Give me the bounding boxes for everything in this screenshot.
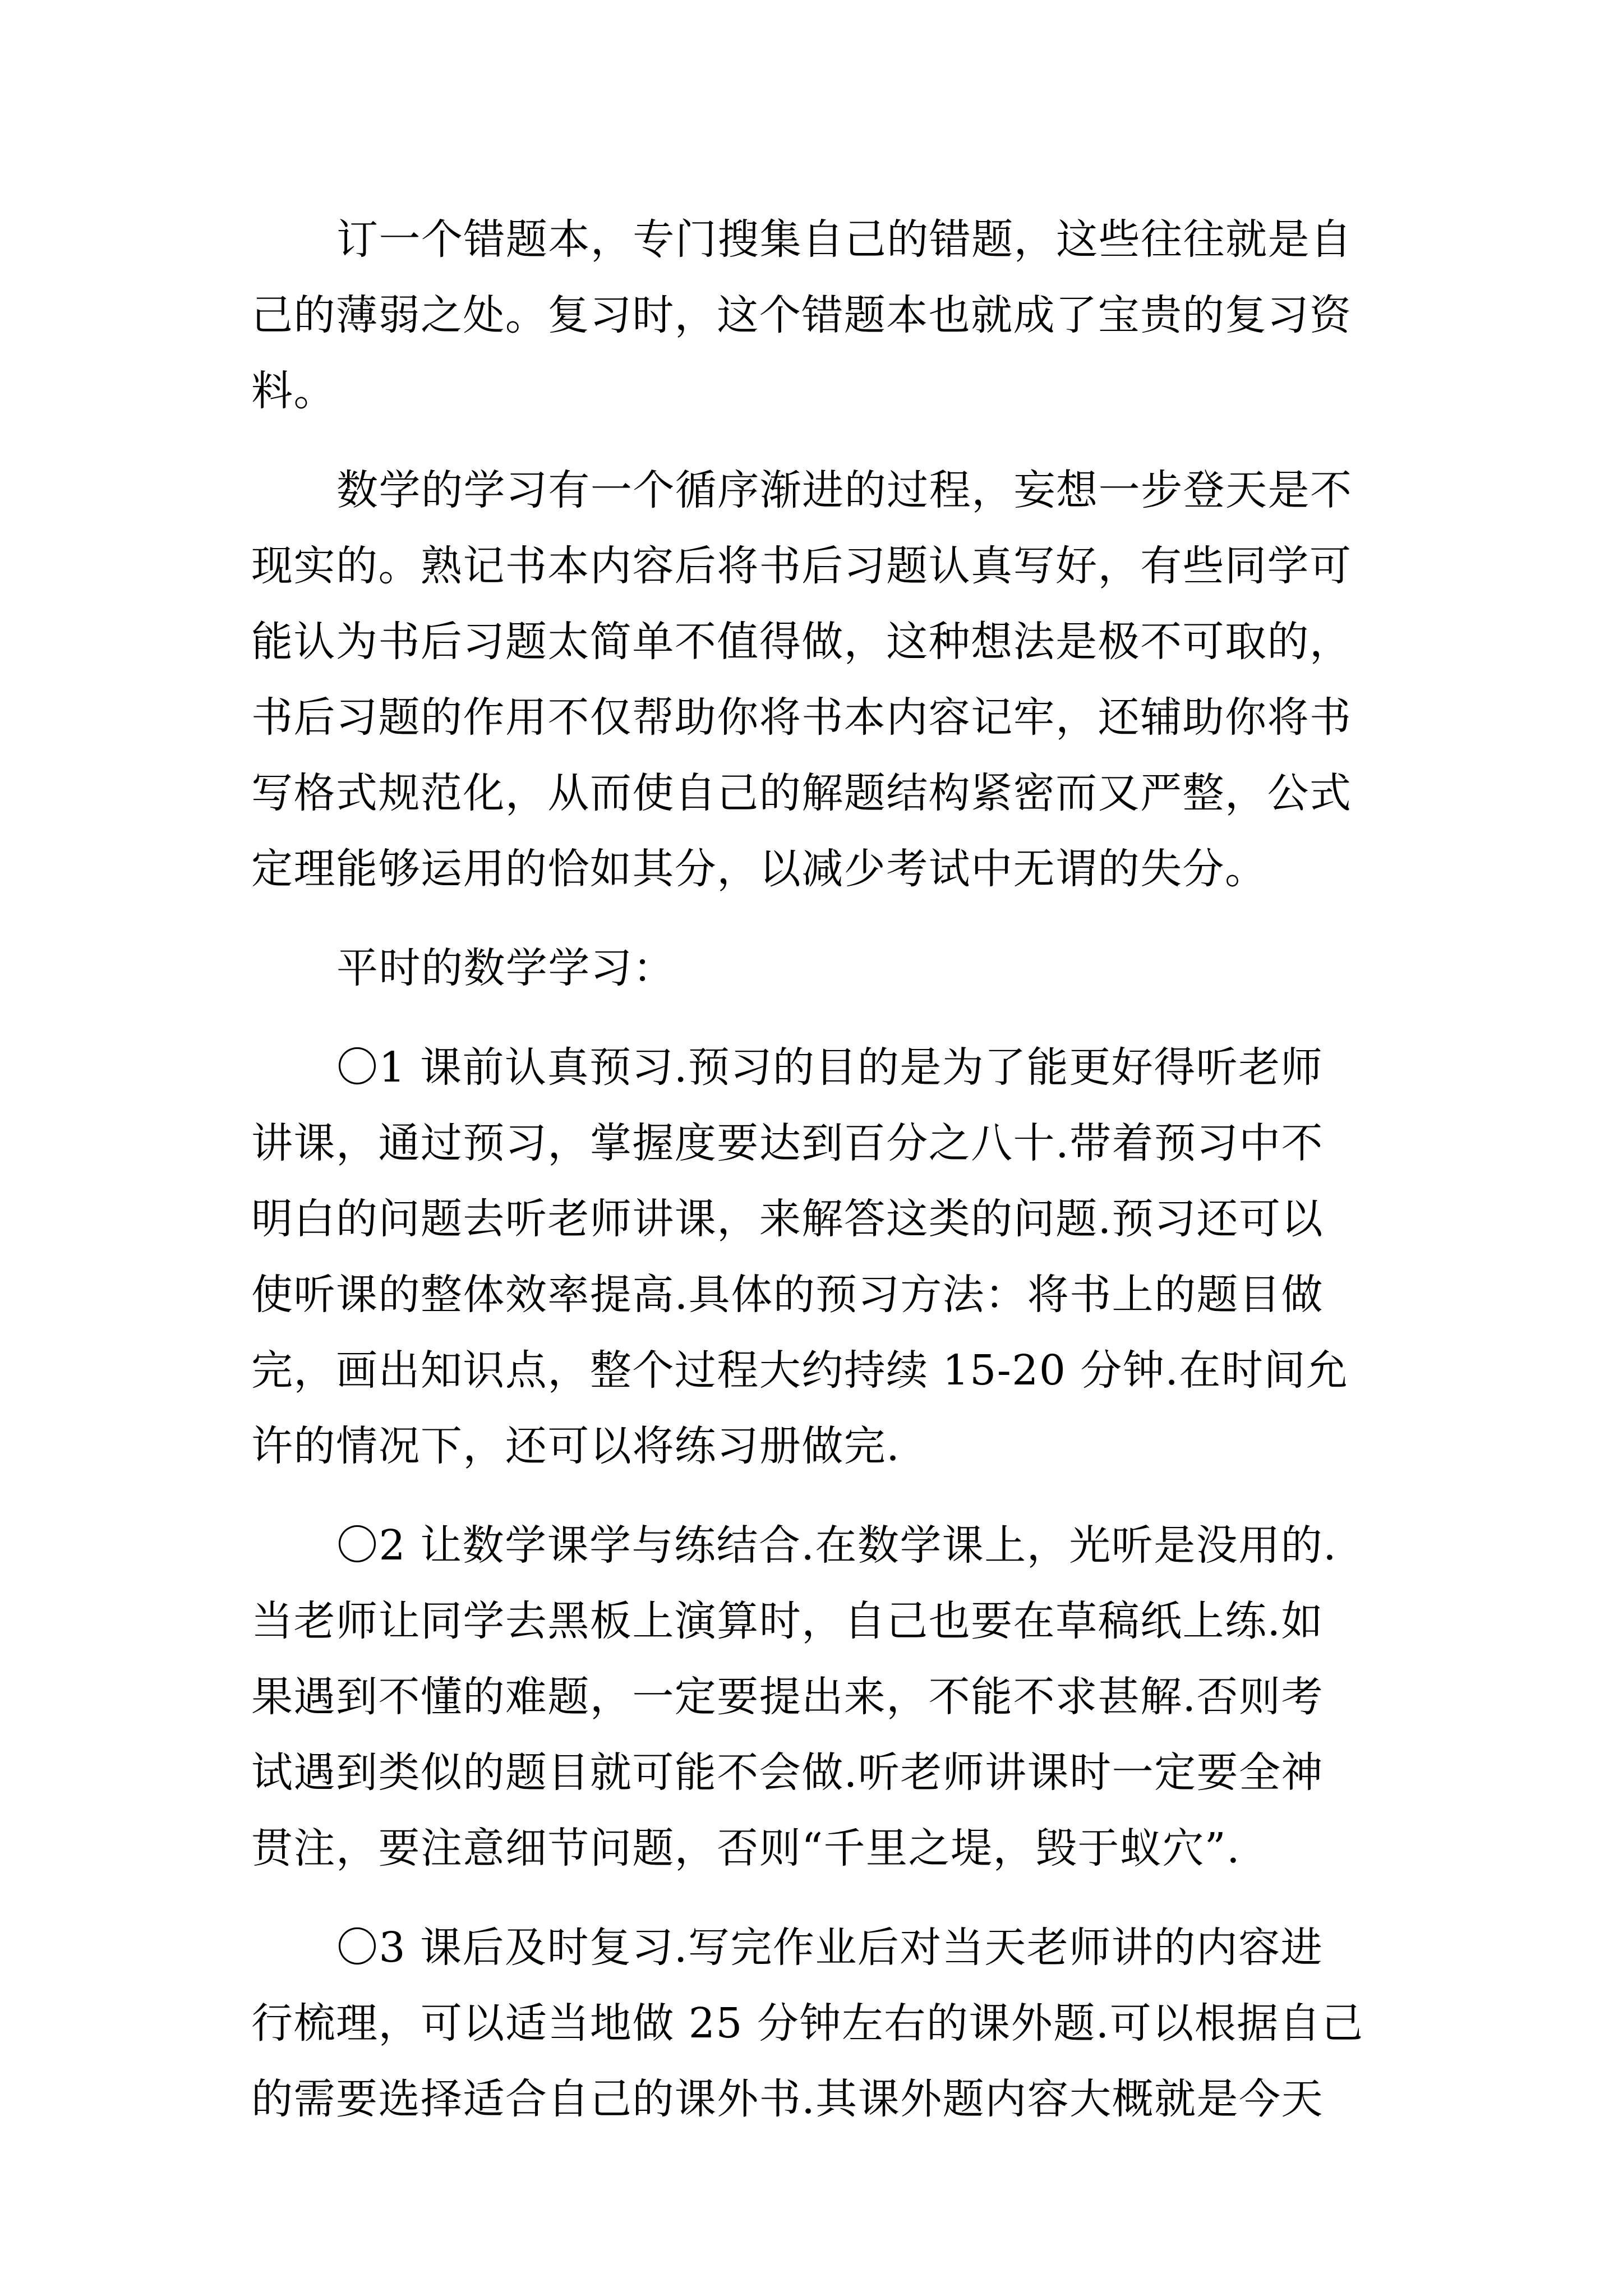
text-line: 当老师让同学去黑板上演算时，自己也要在草稿纸上练.如 [251,1597,1324,1645]
paragraph-preview [251,1030,1383,1484]
text-line: 〇1 课前认真预习.预习的目的是为了能更好得听老师 [336,1043,1324,1092]
text-line: 使听课的整体效率提高.具体的预习方法：将书上的题目做 [251,1271,1324,1319]
paragraph-daily-study-heading [251,931,1383,1006]
text-line: 许的情况下，还可以将练习册做完. [251,1422,901,1470]
text-line: 写格式规范化，从而使自己的解题结构紧密而又严整，公式 [251,769,1352,817]
text-line: 的需要选择适合自己的课外书.其课外题内容大概就是今天 [251,2075,1324,2123]
text-line: 〇2 让数学课学与练结合.在数学课上，光听是没用的. [336,1521,1338,1570]
text-line: 讲课，通过预习，掌握度要达到百分之八十.带着预习中不 [251,1119,1324,1167]
text-line: 完，画出知识点，整个过程大约持续 15-20 分钟.在时间允 [251,1346,1349,1395]
text-line: 行梳理，可以适当地做 25 分钟左右的课外题.可以根据自己 [251,1999,1364,2047]
text-line: 〇3 课后及时复习.写完作业后对当天老师讲的内容进 [336,1924,1324,1972]
text-line: 能认为书后习题太简单不值得做，这种想法是极不可取的， [251,618,1352,666]
text-line: 现实的。熟记书本内容后将书后习题认真写好，有些同学可 [251,542,1352,590]
paragraph-error-notebook [251,202,1383,429]
paragraph-gradual-process [251,453,1383,907]
text-line: 明白的问题去听老师讲课，来解答这类的问题.预习还可以 [251,1195,1324,1243]
text-line: 试遇到类似的题目就可能不会做.听老师讲课时一定要全神 [251,1749,1324,1797]
text-line: 果遇到不懂的难题，一定要提出来，不能不求甚解.否则考 [251,1673,1324,1721]
text-line: 定理能够运用的恰如其分，以减少考试中无谓的失分。 [251,845,1267,893]
text-line: 平时的数学学习： [336,944,675,992]
text-line: 书后习题的作用不仅帮助你将书本内容记牢，还辅助你将书 [251,693,1352,742]
text-line: 数学的学习有一个循序渐进的过程，妄想一步登天是不 [336,466,1353,514]
text-line: 己的薄弱之处。复习时，这个错题本也就成了宝贵的复习资 [251,291,1352,339]
text-line: 料。 [251,367,336,415]
text-line: 贯注，要注意细节问题，否则“千里之堤，毁于蚁穴”. [251,1824,1241,1872]
paragraph-practice [251,1508,1383,1887]
document-page [251,202,1383,2137]
paragraph-review [251,1910,1383,2137]
text-line: 订一个错题本，专门搜集自己的错题，这些往往就是自 [336,215,1353,264]
